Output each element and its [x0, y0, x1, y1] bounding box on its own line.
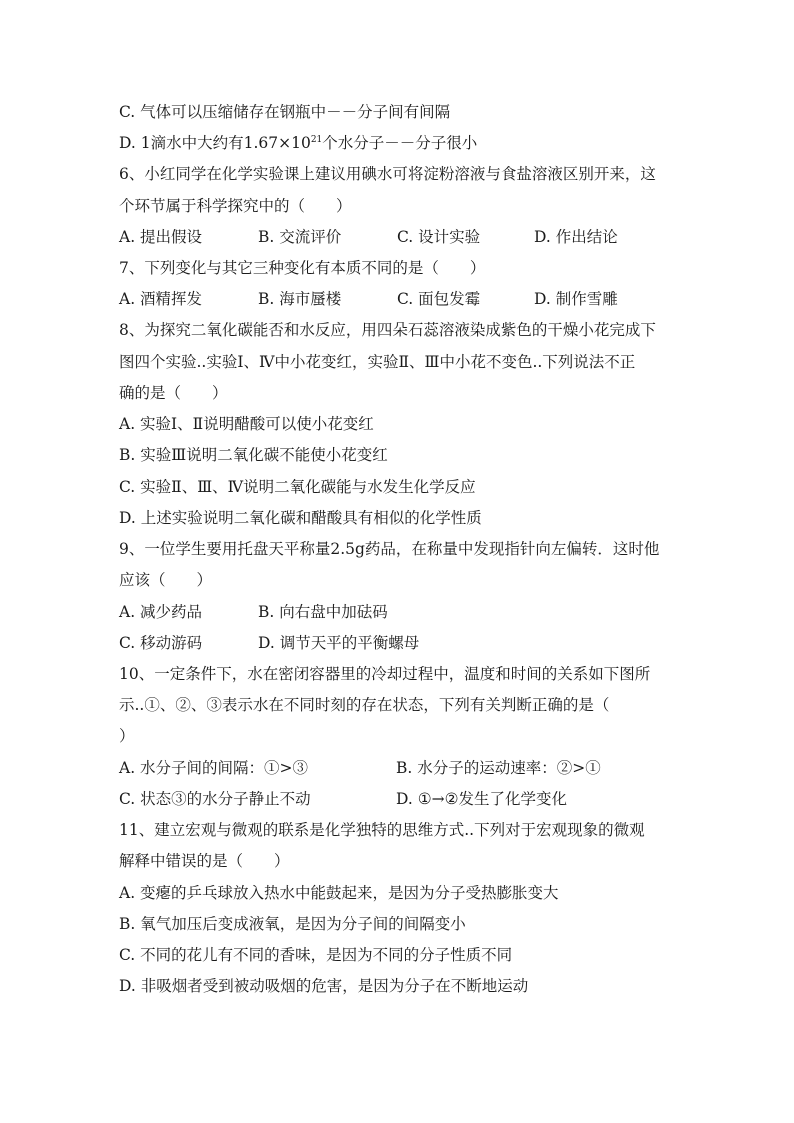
q11-option-d: D. 非吸烟者受到被动吸烟的危害，是因为分子在不断地运动	[119, 977, 529, 995]
q6-option-d: D. 作出结论	[534, 228, 618, 246]
q7-option-c: C. 面包发霉	[397, 290, 481, 308]
q10-stem-line2: 示..①、②、③表示水在不同时刻的存在状态，下列有关判断正确的是（	[119, 696, 610, 714]
q9-option-a: A. 减少药品	[119, 603, 203, 621]
q9-option-c: C. 移动游码	[119, 634, 203, 652]
q9-option-d: D. 调节天平的平衡螺母	[258, 634, 420, 652]
q6-option-c: C. 设计实验	[397, 228, 481, 246]
q7-stem: 7、下列变化与其它三种变化有本质不同的是（ ）	[119, 259, 486, 277]
q10-option-c: C. 状态③的水分子静止不动	[119, 790, 311, 808]
q11-stem-line1: 11、建立宏观与微观的联系是化学独特的思维方式..下列对于宏观现象的微观	[119, 821, 645, 839]
q9-option-b: B. 向右盘中加砝码	[258, 603, 388, 621]
q8-stem-line1: 8、为探究二氧化碳能否和水反应，用四朵石蕊溶液染成紫色的干燥小花完成下	[119, 321, 656, 339]
q6-stem-line2: 个环节属于科学探究中的（ ）	[119, 197, 352, 215]
q8-option-a: A. 实验Ⅰ、Ⅱ说明醋酸可以使小花变红	[119, 415, 374, 433]
q5-option-d: D. 1滴水中大约有$1.67\times 10^{21}$个水分子－－分子很小	[119, 134, 478, 152]
q8-option-d: D. 上述实验说明二氧化碳和醋酸具有相似的化学性质	[119, 509, 482, 527]
q10-stem-line3: ）	[119, 727, 135, 745]
q6-option-b: B. 交流评价	[258, 228, 342, 246]
q11-option-a: A. 变瘪的乒乓球放入热水中能鼓起来，是因为分子受热膨胀变大	[119, 884, 559, 902]
q6-option-a: A. 提出假设	[119, 228, 203, 246]
q10-stem-line1: 10、一定条件下，水在密闭容器里的冷却过程中，温度和时间的关系如下图所	[119, 665, 651, 683]
q7-option-a: A. 酒精挥发	[119, 290, 203, 308]
q8-option-c: C. 实验Ⅱ、Ⅲ、Ⅳ说明二氧化碳能与水发生化学反应	[119, 478, 476, 496]
q9-stem-line2: 应该（ ）	[119, 571, 213, 589]
q11-stem-line2: 解释中错误的是（ ）	[119, 852, 290, 870]
q7-option-b: B. 海市蜃楼	[258, 290, 342, 308]
q9-stem-line1: 9、一位学生要用托盘天平称量2.5g药品，在称量中发现指针向左偏转．这时他	[119, 540, 660, 558]
q5-option-c: C. 气体可以压缩储存在钢瓶中－－分子间有间隔	[119, 103, 451, 121]
q10-option-a: A. 水分子间的间隔：①>③	[119, 759, 309, 777]
q6-stem-line1: 6、小红同学在化学实验课上建议用碘水可将淀粉溶液与食盐溶液区别开来，这	[119, 165, 656, 183]
q10-option-d: D. ①→②发生了化学变化	[396, 790, 568, 808]
q8-stem-line3: 确的是（ ）	[119, 384, 228, 402]
q11-option-b: B. 氧气加压后变成液氧，是因为分子间的间隔变小	[119, 915, 466, 933]
q7-option-d: D. 制作雪雕	[534, 290, 618, 308]
q11-option-c: C. 不同的花儿有不同的香味，是因为不同的分子性质不同	[119, 946, 513, 964]
q8-option-b: B. 实验Ⅲ说明二氧化碳不能使小花变红	[119, 446, 388, 464]
q10-option-b: B. 水分子的运动速率：②>①	[396, 759, 601, 777]
q8-stem-line2: 图四个实验..实验Ⅰ、Ⅳ中小花变红，实验Ⅱ、Ⅲ中小花不变色..下列说法不正	[119, 353, 636, 371]
